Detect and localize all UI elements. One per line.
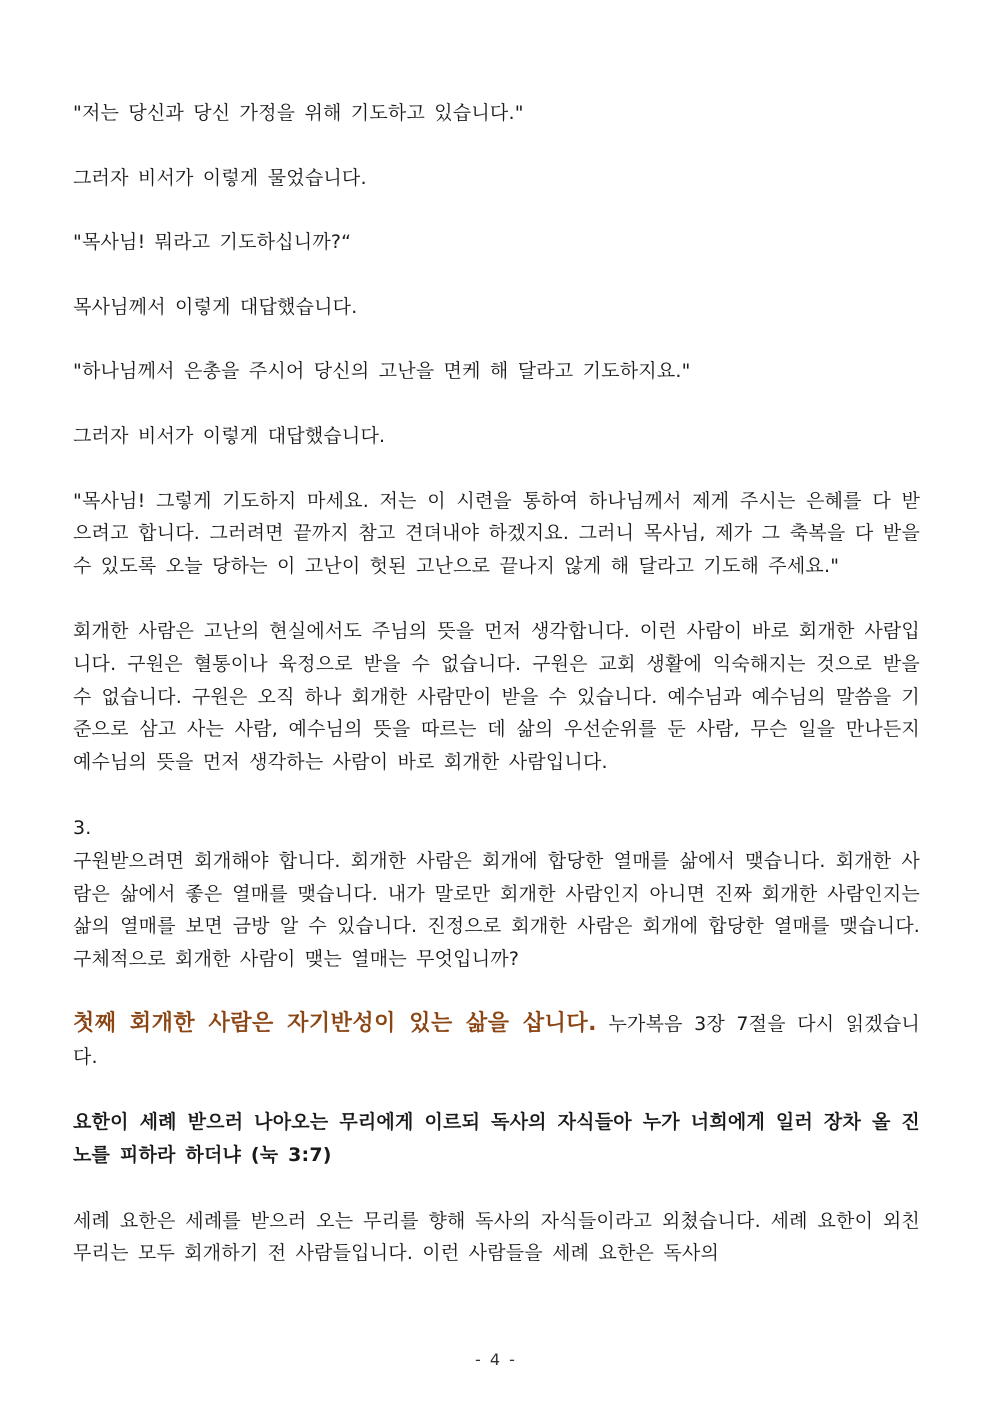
secretary-answered: 그러자 비서가 이렇게 대답했습니다.	[73, 424, 386, 447]
quote-what-prayer: "목사님! 뭐라고 기도하십니까?“	[73, 231, 352, 254]
pastor-answered: 목사님께서 이렇게 대답했습니다.	[73, 295, 358, 318]
document-page	[73, 97, 920, 1270]
section-paragraph: 구원받으려면 회개해야 합니다. 회개한 사람은 회개에 합당한 열매를 삶에서 맺습니다. 회개한 사람은 삶에서 좋은 열매를 맺습니다. 내가 말로만 회개한 사람인지 아니면 진짜 회개한 사람인지는 삶의 열매를 보면 금방 알 수 있습니다. 진정으로 회개한 사람은 회개에 합당한 열매를 맺습니다. 구체적으로 회개한 사람이 맺는 열매는 무엇입니까?	[73, 849, 920, 970]
closing-paragraph: 세례 요한은 세례를 받으러 오는 무리를 향해 독사의 자식들이라고 외쳤습니다. 세례 요한이 외친 무리는 모두 회개하기 전 사람들입니다. 이런 사람들을 세례 요한은 독사의	[73, 1209, 920, 1265]
secretary-asked: 그러자 비서가 이렇게 물었습니다.	[73, 166, 367, 189]
quote-grace-prayer: "하나님께서 은총을 주시어 당신의 고난을 면케 해 달라고 기도하지요."	[73, 360, 691, 383]
quote-dont-pray-that: "목사님! 그렇게 기도하지 마세요. 저는 이 시련을 통하여 하나님께서 제게 주시는 은혜를 다 받으려고 합니다. 그러려면 끝까지 참고 견뎌내야 하겠지요. 그러니 목사님, 제가 그 축복을 다 받을 수 있도록 오늘 당하는 이 고난이 헛된 고난으로 끝나지 않게 해 달라고 기도해 주세요."	[73, 489, 920, 577]
first-point-rest: 누가복음 3장 7절을 다시 읽겠습니다.	[73, 1013, 920, 1068]
page-number: - 4 -	[475, 1350, 517, 1369]
scripture-verse: 요한이 세례 받으러 나아오는 무리에게 이르되 독사의 자식들아 누가 너희에게 일러 장차 올 진노를 피하라 하더냐 (눅 3:7)	[73, 1111, 920, 1167]
section-number: 3.	[73, 817, 92, 840]
first-point-heading: 첫째 회개한 사람은 자기반성이 있는 삶을 삽니다.	[73, 1011, 598, 1037]
repentant-person-paragraph: 회개한 사람은 고난의 현실에서도 주님의 뜻을 먼저 생각합니다. 이런 사람이 바로 회개한 사람입니다. 구원은 혈통이나 육정으로 받을 수 없습니다. 구원은 교회 생활에 익숙해지는 것으로 받을 수 없습니다. 구원은 오직 하나 회개한 사람만이 받을 수 있습니다. 예수님과 예수님의 말씀을 기준으로 삼고 사는 사람, 예수님의 뜻을 따르는 데 삶의 우선순위를 둔 사람, 무슨 일을 만나든지 예수님의 뜻을 먼저 생각하는 사람이 바로 회개한 사람입니다.	[73, 620, 920, 773]
first-point-paragraph	[73, 1008, 920, 1073]
quote-prayer-for-family: "저는 당신과 당신 가정을 위해 기도하고 있습니다."	[73, 102, 524, 124]
